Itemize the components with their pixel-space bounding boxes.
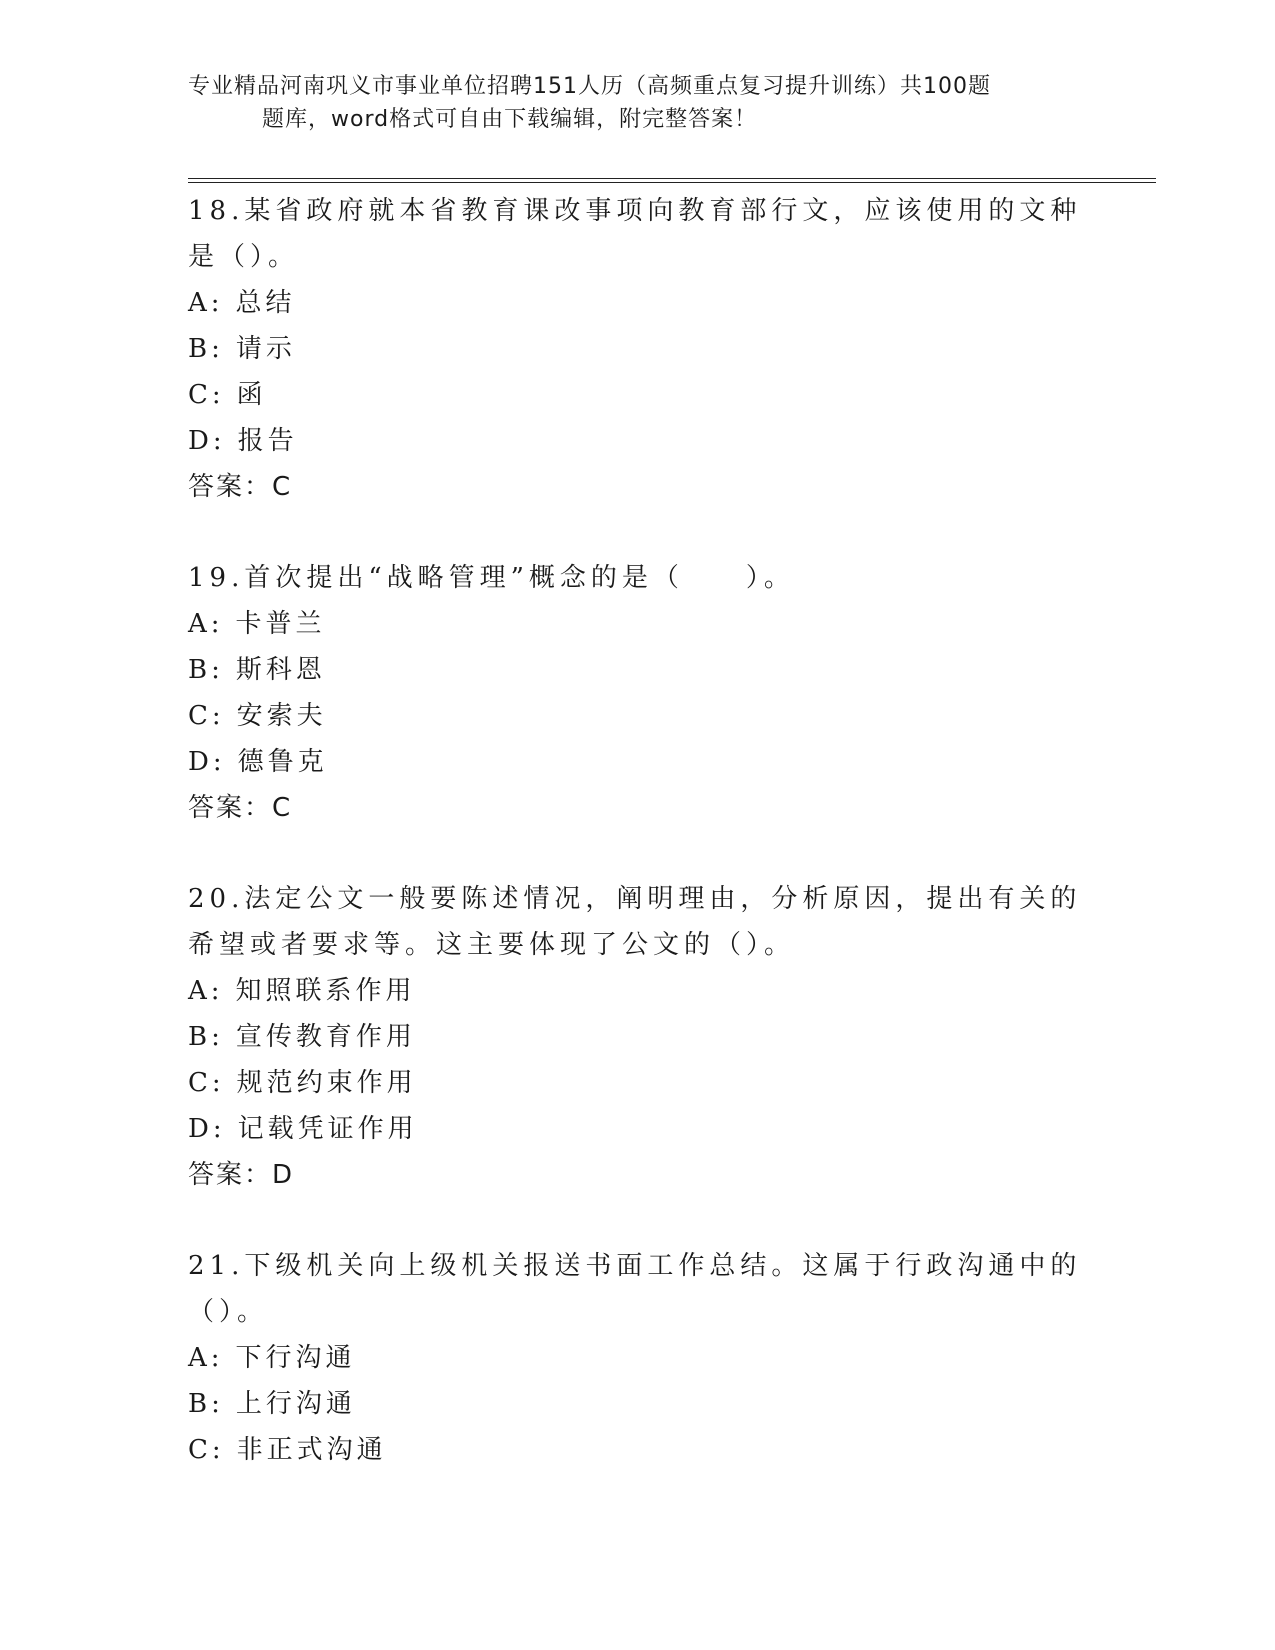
option-c: C: 安索夫	[188, 701, 327, 731]
header-line-1: 专业精品河南巩义市事业单位招聘151人历（高频重点复习提升训练）共100题	[188, 74, 991, 99]
question-21	[188, 1243, 1088, 1473]
answer: 答案：C	[188, 472, 293, 502]
answer: 答案：C	[188, 793, 293, 823]
option-a: A: 知照联系作用	[188, 976, 416, 1006]
option-d: D: 报告	[188, 426, 298, 456]
question-stem: 18.某省政府就本省教育课改事项向教育部行文，应该使用的文种是（）。	[188, 196, 1082, 272]
option-a: A: 总结	[188, 288, 296, 318]
page-header	[188, 70, 1068, 136]
option-c: C: 非正式沟通	[188, 1435, 387, 1465]
option-a: A: 卡普兰	[188, 609, 326, 639]
option-d: D: 记载凭证作用	[188, 1114, 418, 1144]
option-c: C: 规范约束作用	[188, 1068, 417, 1098]
question-18	[188, 188, 1088, 510]
question-19	[188, 555, 1088, 831]
question-stem: 20.法定公文一般要陈述情况，阐明理由，分析原因，提出有关的希望或者要求等。这主要体现了公文的（）。	[188, 884, 1082, 960]
option-a: A: 下行沟通	[188, 1343, 356, 1373]
question-20	[188, 876, 1088, 1198]
question-stem: 21.下级机关向上级机关报送书面工作总结。这属于行政沟通中的（）。	[188, 1251, 1082, 1327]
option-b: B: 上行沟通	[188, 1389, 356, 1419]
header-divider	[188, 178, 1156, 183]
answer: 答案：D	[188, 1160, 295, 1190]
option-b: B: 斯科恩	[188, 655, 326, 685]
question-list	[188, 188, 1088, 1518]
option-d: D: 德鲁克	[188, 747, 328, 777]
header-line-2: 题库，word格式可自由下载编辑，附完整答案！	[262, 107, 758, 132]
option-b: B: 请示	[188, 334, 296, 364]
option-c: C: 函	[188, 380, 267, 410]
question-stem: 19.首次提出“战略管理”概念的是（ ）。	[188, 563, 795, 593]
option-b: B: 宣传教育作用	[188, 1022, 416, 1052]
